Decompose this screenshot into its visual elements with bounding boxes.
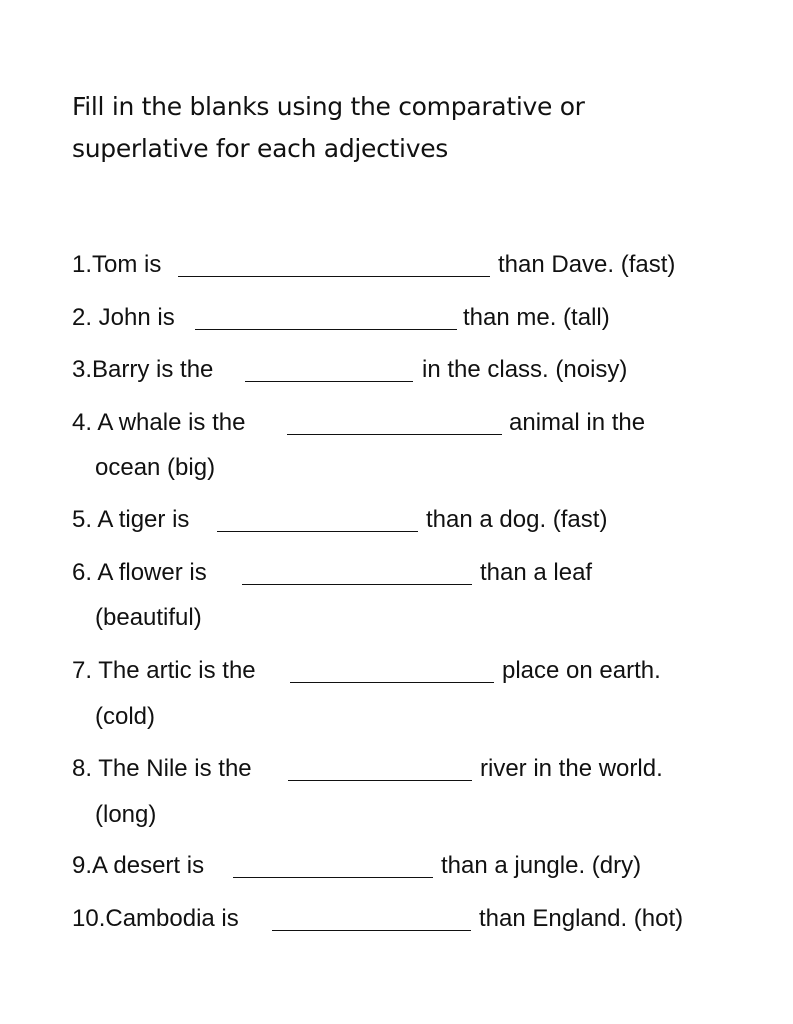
question-suffix: than a dog. (fast): [426, 506, 608, 533]
question-prefix: 1.Tom is: [72, 251, 162, 278]
question-prefix: 4. A whale is the: [72, 409, 246, 436]
question-suffix: than a jungle. (dry): [441, 852, 642, 879]
question-continuation: (cold): [95, 703, 156, 730]
question-prefix: 9.A desert is: [72, 852, 205, 879]
question-prefix: 3.Barry is the: [72, 356, 214, 383]
question-suffix: river in the world.: [480, 755, 663, 782]
question-1: [0, 250, 793, 280]
question-10: [0, 904, 793, 934]
question-suffix: place on earth.: [502, 657, 661, 684]
question-9: [0, 851, 793, 881]
answer-blank[interactable]: [272, 930, 471, 931]
answer-blank[interactable]: [217, 531, 418, 532]
question-prefix: 6. A flower is: [72, 559, 207, 586]
answer-blank[interactable]: [287, 434, 502, 435]
question-suffix: in the class. (noisy): [422, 356, 628, 383]
answer-blank[interactable]: [178, 276, 490, 277]
question-2: [0, 303, 793, 333]
question-continuation: (beautiful): [95, 604, 202, 631]
answer-blank[interactable]: [245, 381, 413, 382]
answer-blank[interactable]: [288, 780, 472, 781]
question-5: [0, 505, 793, 535]
worksheet-title: [72, 86, 585, 170]
question-7: [0, 656, 793, 686]
question-prefix: 2. John is: [72, 304, 175, 331]
question-continuation: ocean (big): [95, 454, 216, 481]
question-suffix: than a leaf: [480, 559, 593, 586]
question-suffix: than Dave. (fast): [498, 251, 676, 278]
question-8: [0, 754, 793, 784]
answer-blank[interactable]: [195, 329, 457, 330]
question-prefix: 7. The artic is the: [72, 657, 256, 684]
question-continuation: (long): [95, 801, 157, 828]
answer-blank[interactable]: [233, 877, 433, 878]
question-prefix: 5. A tiger is: [72, 506, 190, 533]
title-line-2: superlative for each adjectives: [72, 134, 449, 163]
question-6: [0, 558, 793, 588]
question-prefix: 8. The Nile is the: [72, 755, 252, 782]
answer-blank[interactable]: [242, 584, 472, 585]
question-suffix: than me. (tall): [463, 304, 610, 331]
question-3: [0, 355, 793, 385]
question-4: [0, 408, 793, 438]
question-suffix: animal in the: [509, 409, 646, 436]
question-prefix: 10.Cambodia is: [72, 905, 239, 932]
question-suffix: than England. (hot): [479, 905, 684, 932]
answer-blank[interactable]: [290, 682, 494, 683]
title-line-1: Fill in the blanks using the comparative or: [72, 92, 585, 121]
